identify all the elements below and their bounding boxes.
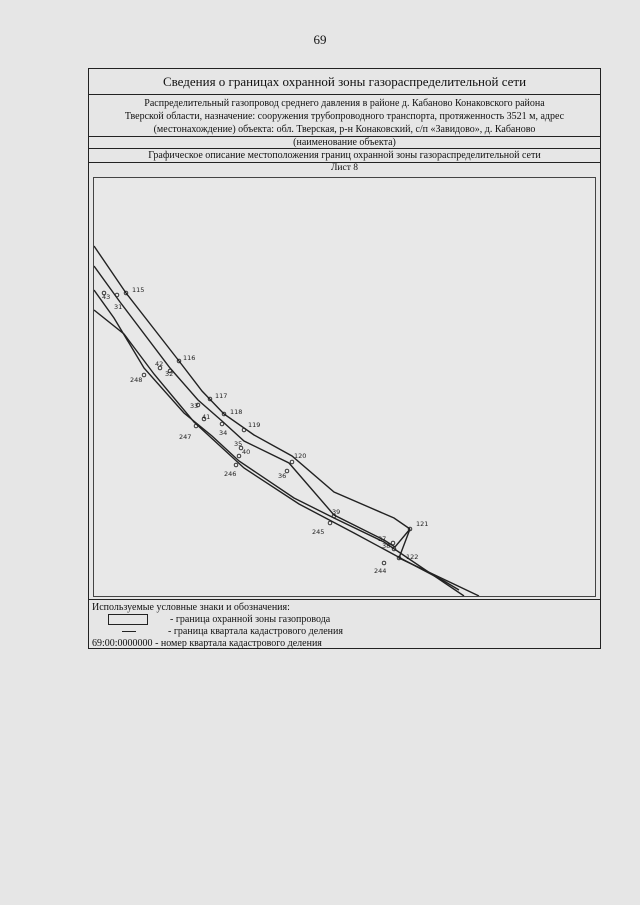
point-label: 116 [183, 354, 196, 362]
boundary-point-marker [382, 561, 386, 565]
legend-item-text: - номер квартала кадастрового деления [155, 638, 322, 649]
point-label: 247 [179, 433, 192, 441]
boundary-drawing [93, 177, 596, 597]
point-label: 38 [382, 542, 391, 550]
point-label: 118 [230, 408, 243, 416]
description-line: Распределительный газопровод среднего давления в районе д. Кабаново Конаковского района [144, 98, 545, 109]
boundary-point-marker [234, 463, 238, 467]
quarter-boundary-symbol [122, 631, 136, 632]
quarter-number-symbol: 69:00:0000000 [92, 638, 153, 649]
point-label: 31 [114, 303, 123, 311]
legend-item [92, 638, 322, 650]
point-label: 246 [224, 470, 237, 478]
point-label: 43 [102, 293, 111, 301]
zone-boundary-symbol [108, 614, 148, 625]
legend-item [92, 626, 343, 638]
point-label: 115 [132, 286, 145, 294]
point-label: 244 [374, 567, 387, 575]
point-label: 120 [294, 452, 307, 460]
point-label: 37 [378, 535, 387, 543]
point-label: 117 [215, 392, 228, 400]
page-number: 69 [313, 32, 327, 47]
point-label: 119 [248, 421, 261, 429]
document-frame [88, 68, 601, 649]
boundary-point-marker [391, 541, 395, 545]
legend-item-text: - граница охранной зоны газопровода [170, 614, 331, 625]
boundary-point-marker [328, 521, 332, 525]
description-line: (местонахождение) объекта: обл. Тверская, р-н Конаковский, с/п «Завидово», д. Кабаново [153, 124, 536, 135]
cadastral-boundary-line [94, 310, 459, 590]
boundary-point-marker [290, 460, 294, 464]
point-label: 39 [332, 508, 341, 516]
protection-zone-line [94, 290, 464, 596]
object-description [89, 95, 600, 137]
point-label: 41 [202, 413, 211, 421]
point-label: 33 [190, 402, 199, 410]
description-line: Тверской области, назначение: сооружения трубопроводного транспорта, протяженность 3521 м, адрес [124, 111, 565, 122]
protection-zone-line [94, 266, 479, 596]
boundary-point-marker [220, 422, 224, 426]
point-label: 32 [165, 370, 174, 378]
point-label: 36 [278, 472, 287, 480]
point-label: 122 [406, 553, 419, 561]
point-label: 40 [242, 448, 251, 456]
boundary-point-marker [237, 454, 241, 458]
boundary-point-marker [142, 373, 146, 377]
point-label: 34 [219, 429, 228, 437]
boundary-map [94, 178, 595, 596]
legend [89, 599, 600, 650]
point-label: 42 [155, 360, 164, 368]
legend-item-text: - граница квартала кадастрового деления [168, 626, 343, 637]
name-caption: (наименование объекта) [89, 137, 600, 149]
legend-title: Используемые условные знаки и обозначения: [92, 602, 290, 613]
graphic-title: Графическое описание местоположения границ охранной зоны газораспределительной сети [89, 149, 600, 163]
document-title: Сведения о границах охранной зоны газораспределительной сети [89, 69, 600, 95]
point-label: 35 [234, 440, 243, 448]
point-label: 248 [130, 376, 143, 384]
point-label: 245 [312, 528, 325, 536]
legend-item [92, 614, 330, 626]
point-label: 121 [416, 520, 429, 528]
sheet-label: Лист 8 [330, 163, 359, 173]
